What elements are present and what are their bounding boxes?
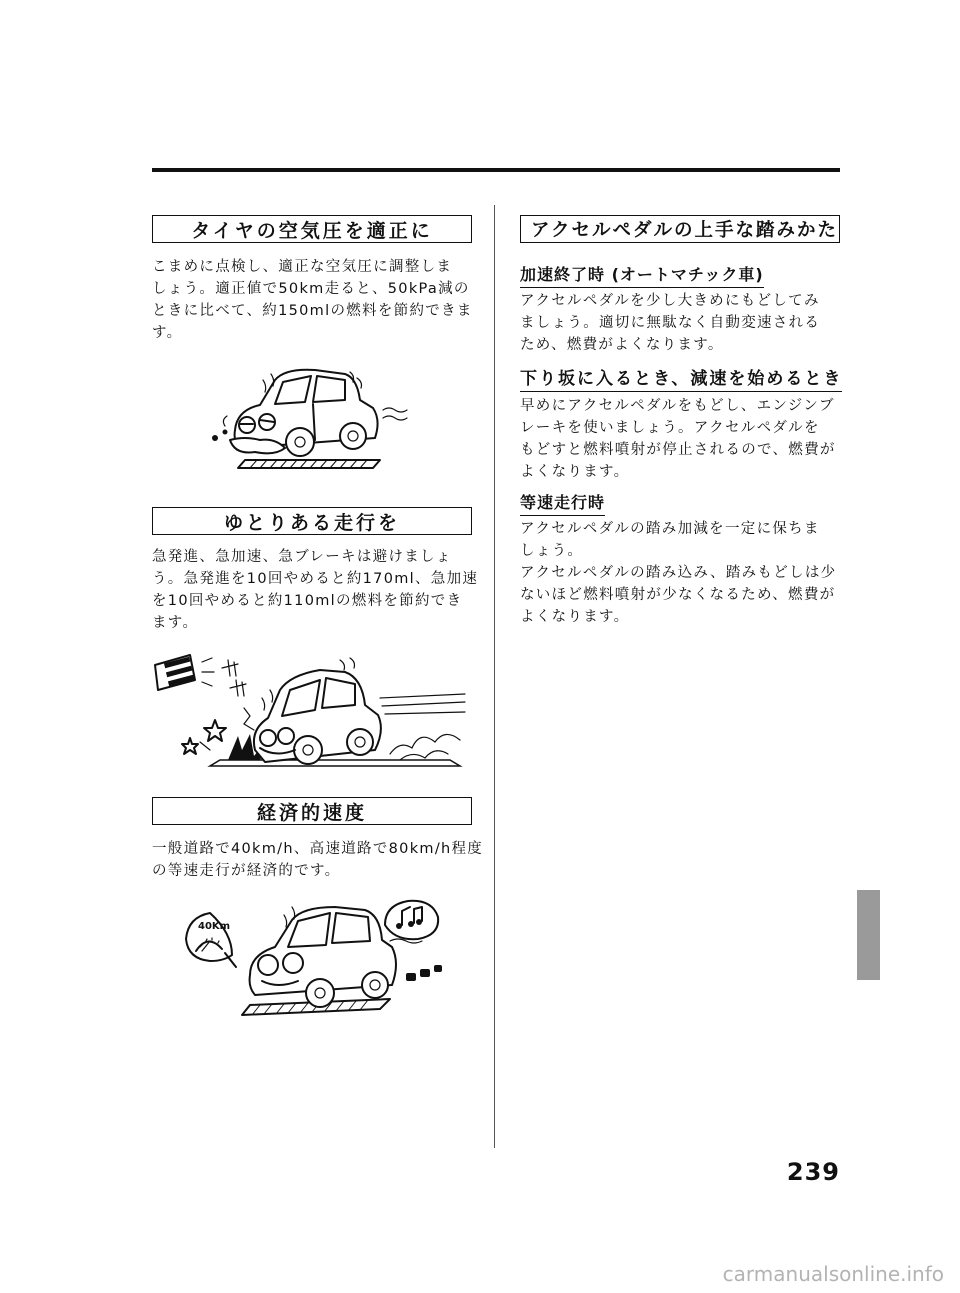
section-title-tire-pressure: タイヤの空気圧を適正に [152, 215, 472, 243]
ground-hatch [238, 460, 380, 468]
page-number: 239 [786, 1158, 840, 1186]
para-line: アクセルペダルを少し大きめにもどしてみ [520, 293, 820, 309]
paragraph-constant-speed [520, 518, 836, 628]
para-line: ましょう。適切に無駄なく自動変速される [520, 315, 821, 331]
para-line: を10回やめると約110mlの燃料を節約でき [152, 593, 463, 609]
para-line: 一般道路で40km/h、高速道路で80km/h程度 [152, 841, 484, 857]
paragraph-end-of-acceleration [520, 290, 820, 356]
para-line: ときに比べて、約150mlの燃料を節約できま [152, 303, 473, 319]
para-line: ます。 [152, 615, 199, 631]
steady-speed-car-illustration [180, 895, 450, 1025]
para-line: よくなります。 [520, 609, 630, 625]
hard-braking-car-illustration [150, 650, 472, 775]
speedometer-label: 40Km [198, 921, 231, 932]
para-line: す。 [152, 325, 183, 341]
para-line: アクセルペダルの踏み込み、踏みもどしは少 [520, 565, 837, 581]
para-line: しょう。 [520, 543, 584, 559]
footer-watermark[interactable]: carmanualsonline.info [722, 1262, 944, 1286]
para-line: の等速走行が経済的です。 [152, 863, 341, 879]
paragraph-economical-speed [152, 838, 483, 882]
para-line: ため、燃費がよくなります。 [520, 337, 724, 353]
sub-heading-downhill: 下り坂に入るとき、減速を始めるとき [520, 364, 842, 392]
top-rule [152, 168, 840, 172]
flat-tire-car-illustration [205, 360, 420, 475]
sub-heading-constant-speed: 等速走行時 [520, 490, 605, 516]
paragraph-tire-pressure [152, 256, 473, 344]
para-line: しょう。適正値で50km走ると、50kPa減の [152, 281, 470, 297]
para-line: アクセルペダルの踏み加減を一定に保ちま [520, 521, 820, 537]
para-line: レーキを使いましょう。アクセルペダルを [520, 420, 820, 436]
column-divider [494, 205, 495, 1148]
sub-heading-end-of-acceleration: 加速終了時 (オートマチック車) [520, 262, 764, 288]
para-line: 早めにアクセルペダルをもどし、エンジンブ [520, 398, 835, 414]
para-line: こまめに点検し、適正な空気圧に調整しま [152, 259, 453, 275]
paragraph-downhill [520, 395, 836, 483]
section-title-accelerator: アクセルペダルの上手な踏みかた [520, 215, 840, 243]
para-line: 急発進、急加速、急ブレーキは避けましょ [152, 549, 452, 565]
section-title-smooth-driving: ゆとりある走行を [152, 507, 472, 535]
para-line: もどすと燃料噴射が停止されるので、燃費が [520, 442, 836, 458]
para-line: よくなります。 [520, 464, 630, 480]
section-tab[interactable] [857, 890, 880, 980]
section-title-economical-speed: 経済的速度 [152, 797, 472, 825]
para-line: う。急発進を10回やめると約170ml、急加速 [152, 571, 479, 587]
para-line: ないほど燃料噴射が少なくなるため、燃費が [520, 587, 836, 603]
paragraph-smooth-driving [152, 546, 478, 634]
